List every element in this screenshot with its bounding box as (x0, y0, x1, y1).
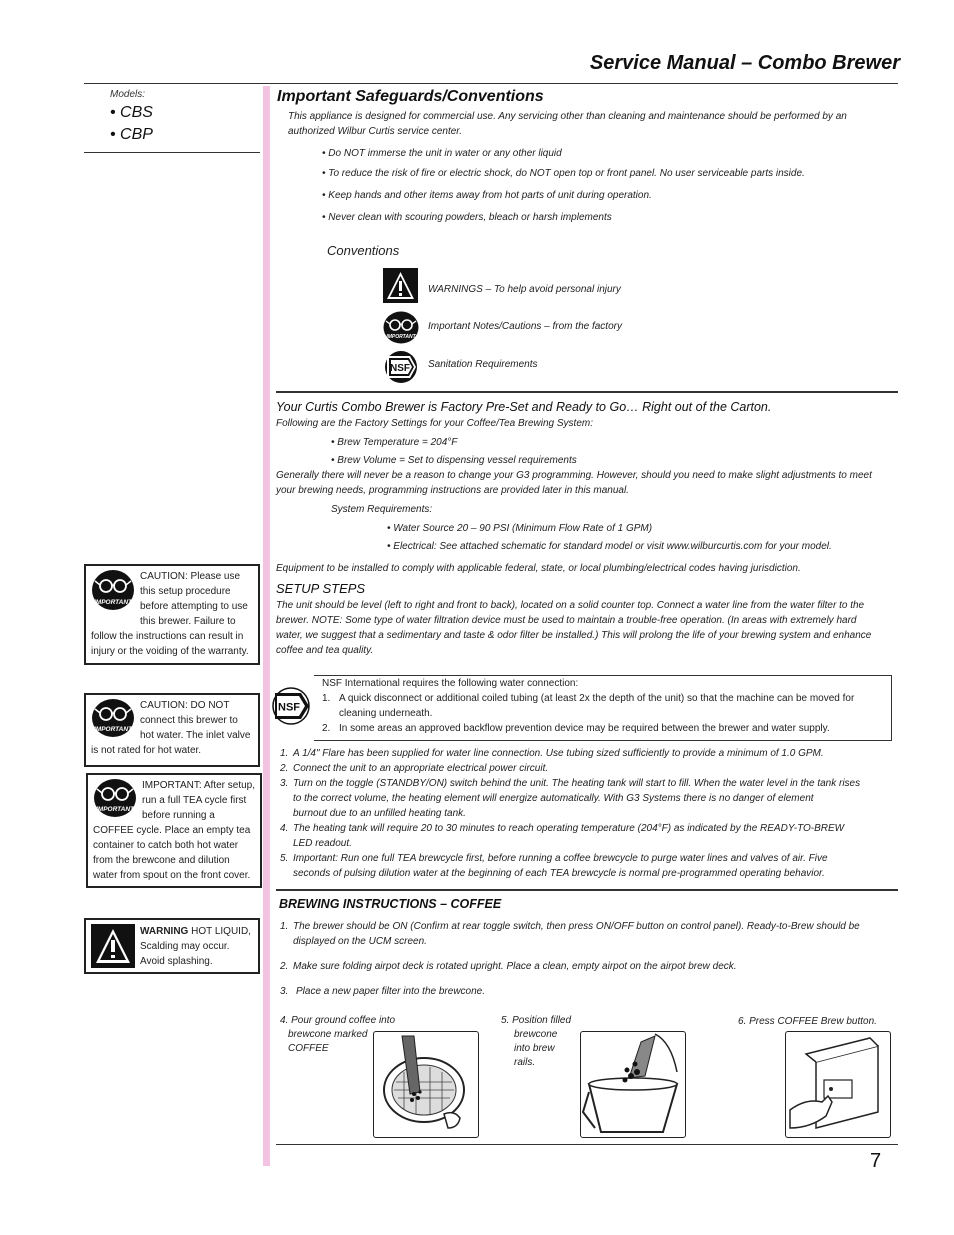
models-rule (84, 152, 260, 153)
safeguard-bullet: • Keep hands and other items away from hot parts of unit during operation. (322, 190, 652, 201)
setup-step: 1. A 1/4" Flare has been supplied for water line connection. Use tubing sized sufficiently to provide a minimum of 1.0 GPM. (280, 748, 824, 759)
setup-step-continued: burnout due to an unfilled heating tank. (293, 808, 466, 819)
safeguards-intro: This appliance is designed for commercial use. Any servicing other than cleaning and maintenance should be performed by an authorized Wilbur Curtis service center. (288, 111, 847, 137)
warning-hot-liquid-box (84, 918, 260, 974)
caution-setup-box (84, 564, 260, 665)
factory-title: Your Curtis Combo Brewer is Factory Pre-Set and Ready to Go… Right out of the Carton. (276, 400, 772, 414)
system-requirement: • Electrical: See attached schematic for standard model or visit www.wilburcurtis.com for your model. (387, 541, 832, 552)
warning-triangle-icon (91, 924, 135, 973)
position-brewcone-illustration (580, 1031, 686, 1138)
setup-step: 2. Connect the unit to an appropriate electrical power circuit. (280, 763, 549, 774)
factory-intro: Following are the Factory Settings for your Coffee/Tea Brewing System: (276, 418, 593, 429)
setup-line: coffee and tea quality. (276, 645, 374, 656)
page-number: 7 (870, 1150, 882, 1172)
pour-coffee-illustration (373, 1031, 479, 1138)
factory-setting: • Brew Volume = Set to dispensing vessel requirements (331, 455, 577, 466)
factory-note-line: Generally there will never be a reason to change your G3 programming. However, should you need to make slight adjustments to meet (276, 470, 872, 481)
warning-hot-liquid-text: WARNING HOT LIQUID, Scalding may occur. Avoid splashing. (140, 926, 251, 967)
brewing-step: 1. The brewer should be ON (Confirm at rear toggle switch, then press ON/OFF button on control panel). Ready-to-Brew should be displayed on the UCM screen. (280, 921, 860, 947)
equipment-note: Equipment to be installed to comply with applicable federal, state, or local plumbing/electrical codes having jurisdiction. (276, 563, 801, 574)
brewing-step: 2. Make sure folding airpot deck is rotated upright. Place a clean, empty airpot on the airpot brew deck. (280, 961, 737, 972)
setup-steps-list (280, 746, 890, 881)
convention-important-text: Important Notes/Cautions – from the factory (428, 321, 622, 332)
important-glasses-icon (93, 778, 137, 823)
convention-nsf-text: Sanitation Requirements (428, 359, 538, 370)
model-cbs: • CBS (110, 104, 153, 121)
nsf-item: 1. A quick disconnect or additional coiled tubing (at least 2x the depth of the unit) so that the machine can be moved for cleaning underneath. (322, 693, 855, 719)
nsf-heading: NSF International requires the following water connection: (322, 678, 579, 689)
convention-warning-text: WARNINGS – To help avoid personal injury (428, 284, 621, 295)
svg-text:IMPORTANT: IMPORTANT (95, 806, 135, 813)
section-rule (276, 889, 898, 891)
important-glasses-icon (91, 569, 135, 616)
system-requirements-label: System Requirements: (331, 504, 433, 515)
factory-setting: • Brew Temperature = 204°F (331, 437, 458, 448)
svg-text:IMPORTANT: IMPORTANT (93, 599, 133, 606)
setup-line: brewer. NOTE: Some type of water filtration device must be used to maintain a trouble-free operation. (In areas with extremely hard (276, 615, 857, 626)
important-tea-cycle-box (86, 773, 262, 888)
safeguard-bullet: • To reduce the risk of fire or electric shock, do NOT open top or front panel. No user serviceable parts inside. (322, 168, 805, 179)
setup-step: 4. The heating tank will require 20 to 30 minutes to reach operating temperature (204°F) as indicated by the READY-TO-BREW (280, 823, 845, 834)
header-rule (84, 83, 898, 84)
factory-note-line: your brewing needs, programming instructions are provided later in this manual. (276, 485, 629, 496)
press-brew-button-illustration (785, 1031, 891, 1138)
svg-text:IMPORTANT: IMPORTANT (386, 334, 416, 340)
model-cbp: • CBP (110, 126, 153, 143)
safeguard-bullet: • Never clean with scouring powders, bleach or harsh implements (322, 212, 612, 223)
brewing-step-5: 5. Position filled brewcone into brew rails. (501, 1015, 572, 1068)
setup-step-continued: to the correct volume, the heating element will energize automatically. With G3 Systems there is no danger of element (293, 793, 814, 804)
setup-step-continued: LED readout. (293, 838, 352, 849)
important-glasses-icon (91, 698, 135, 743)
safeguard-bullet: • Do NOT immerse the unit in water or any other liquid (322, 148, 562, 159)
caution-hot-water-text: CAUTION: DO NOT connect this brewer to hot water. The inlet valve is not rated for hot water. (91, 700, 251, 756)
nsf-icon (272, 686, 312, 726)
setup-line: The unit should be level (left to right and front to back), located on a solid counter top. Connect a water line from the water filter to the (276, 600, 865, 611)
conventions-title: Conventions (327, 243, 400, 258)
svg-text:IMPORTANT: IMPORTANT (93, 726, 133, 733)
setup-line: water, we suggest that a sedimentary and taste & odor filter be installed.) This will prolong the life of your brewing system and enhance (276, 630, 872, 641)
warning-triangle-icon (383, 268, 418, 303)
caution-hot-water-box (84, 693, 260, 767)
setup-title: SETUP STEPS (276, 581, 366, 596)
models-label: Models: (110, 89, 146, 100)
nsf-requirements (322, 676, 888, 736)
nsf-icon (384, 350, 418, 384)
safeguards-title: Important Safeguards/Conventions (277, 88, 544, 105)
caution-setup-text: CAUTION: Please use this setup procedure before attempting to use this brewer. Failure to follow the instructions can result in injury or the voiding of the warranty. (91, 571, 249, 657)
brewing-step: 3. Place a new paper filter into the brewcone. (280, 986, 485, 997)
section-rule (276, 391, 898, 393)
svg-text:NSF: NSF (278, 701, 300, 714)
brewing-step-6: 6. Press COFFEE Brew button. (738, 1016, 877, 1027)
setup-step-continued: seconds of pulsing dilution water at the beginning of each TEA brewcycle is normal pre-programmed operating behavior. (293, 868, 825, 879)
footer-rule (276, 1144, 898, 1145)
brewing-title: BREWING INSTRUCTIONS – COFFEE (279, 897, 502, 911)
important-tea-cycle-text: IMPORTANT: After setup, run a full TEA cycle first before running a COFFEE cycle. Place an empty tea container to catch both hot water from the brewcone and dilution water from spout on the front cover. (93, 780, 255, 881)
important-glasses-icon (383, 311, 419, 344)
manual-title: Service Manual – Combo Brewer (589, 52, 900, 74)
nsf-item: 2. In some areas an approved backflow prevention device may be required between the brewer and water supply. (322, 723, 830, 734)
brewing-step-4: 4. Pour ground coffee into brewcone marked COFFEE (280, 1015, 396, 1054)
svg-text:NSF: NSF (390, 363, 410, 374)
setup-step: 3. Turn on the toggle (STANDBY/ON) switch behind the unit. The heating tank will start to fill. When the water level in the tank rises (280, 778, 861, 789)
setup-step: 5. Important: Run one full TEA brewcycle first, before running a coffee brewcycle to purge water lines and valves of air. Five (280, 853, 828, 864)
system-requirement: • Water Source 20 – 90 PSI (Minimum Flow Rate of 1 GPM) (387, 523, 653, 534)
margin-bar (263, 86, 270, 1166)
